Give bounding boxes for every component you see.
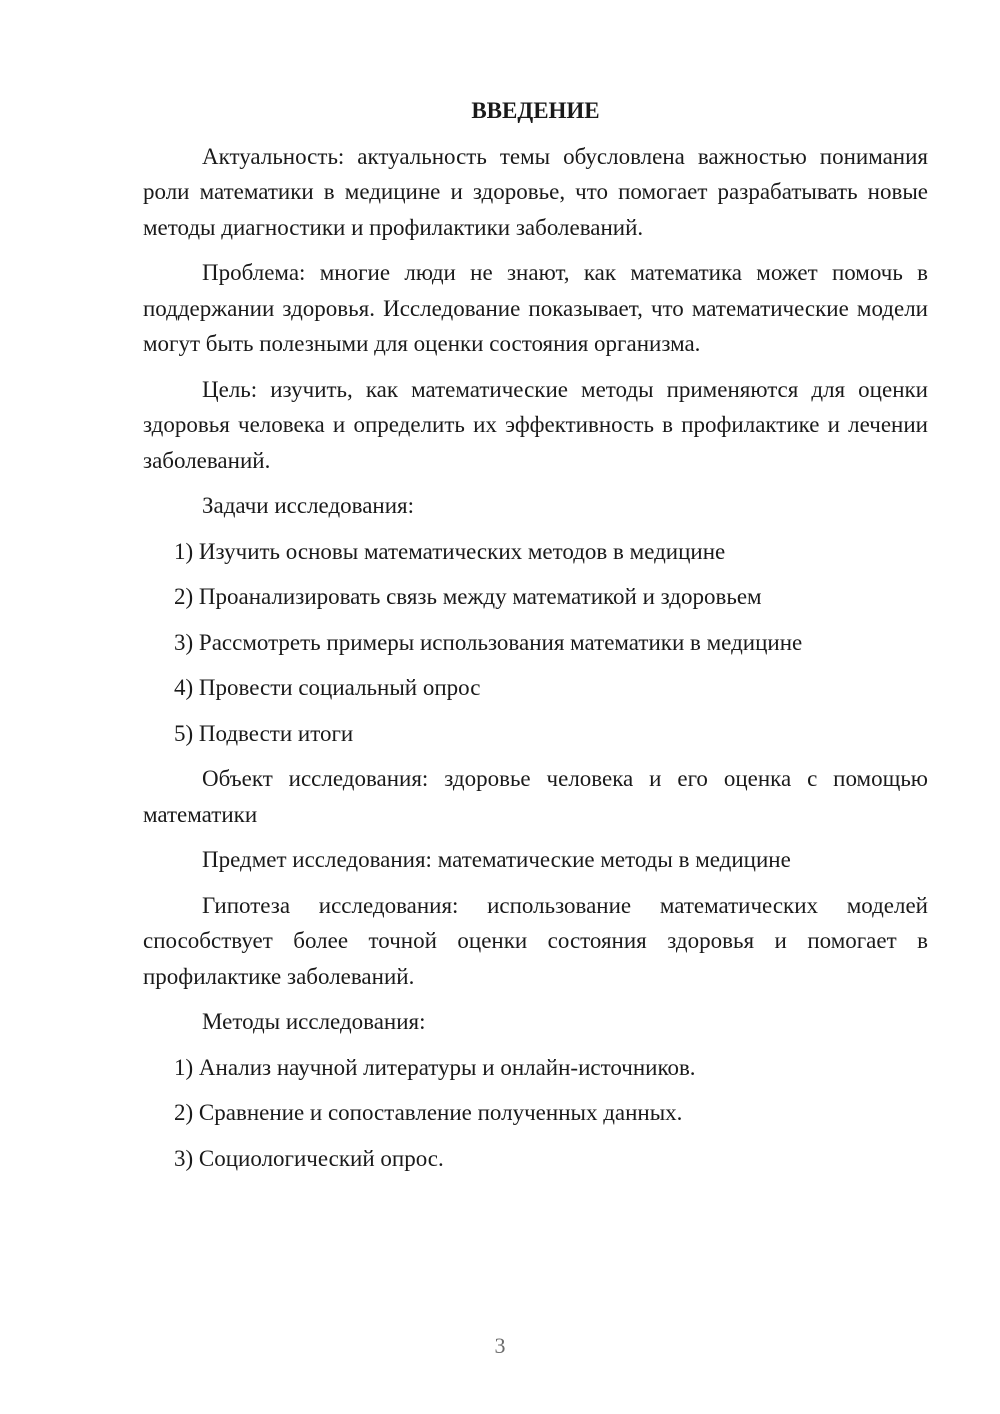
tasks-title: Задачи исследования: [202, 493, 415, 518]
task-item-1: 1) Изучить основы математических методов в медицине [174, 538, 726, 564]
relevance-paragraph: Актуальность: актуальность темы обусловлена важностью понимания роли математики в медицине и здоровье, что помогает разрабатывать новые методы диагностики и профилактики заболеваний. [143, 143, 928, 240]
page-content [143, 93, 928, 1186]
page-number: 3 [494, 1333, 506, 1358]
task-item-4: 4) Провести социальный опрос [174, 675, 481, 700]
subject-paragraph: Предмет исследования: математические методы в медицине [202, 847, 791, 872]
task-item-2: 2) Проанализировать связь между математикой и здоровьем [174, 584, 762, 609]
method-item-1: 1) Анализ научной литературы и онлайн-источников. [174, 1054, 696, 1080]
goal-paragraph: Цель: изучить, как математические методы применяются для оценки здоровья человека и определить их эффективность в профилактике и лечении заболеваний. [143, 376, 928, 473]
hypothesis-paragraph: Гипотеза исследования: использование математических моделей способствует более точной оценки состояния здоровья и помогает в профилактике заболеваний. [143, 892, 928, 989]
task-item-3: 3) Рассмотреть примеры использования математики в медицине [174, 629, 803, 655]
method-item-2: 2) Сравнение и сопоставление полученных данных. [174, 1100, 683, 1125]
method-item-3: 3) Социологический опрос. [174, 1145, 444, 1171]
object-paragraph: Объект исследования: здоровье человека и его оценка с помощью математики [143, 766, 928, 827]
methods-title: Методы исследования: [202, 1009, 426, 1034]
section-heading: ВВЕДЕНИЕ [471, 98, 600, 123]
task-item-5: 5) Подвести итоги [174, 720, 354, 746]
problem-paragraph: Проблема: многие люди не знают, как математика может помочь в поддержании здоровья. Исследование показывает, что математические модели могут быть полезными для оценки состояния организма. [143, 260, 928, 356]
